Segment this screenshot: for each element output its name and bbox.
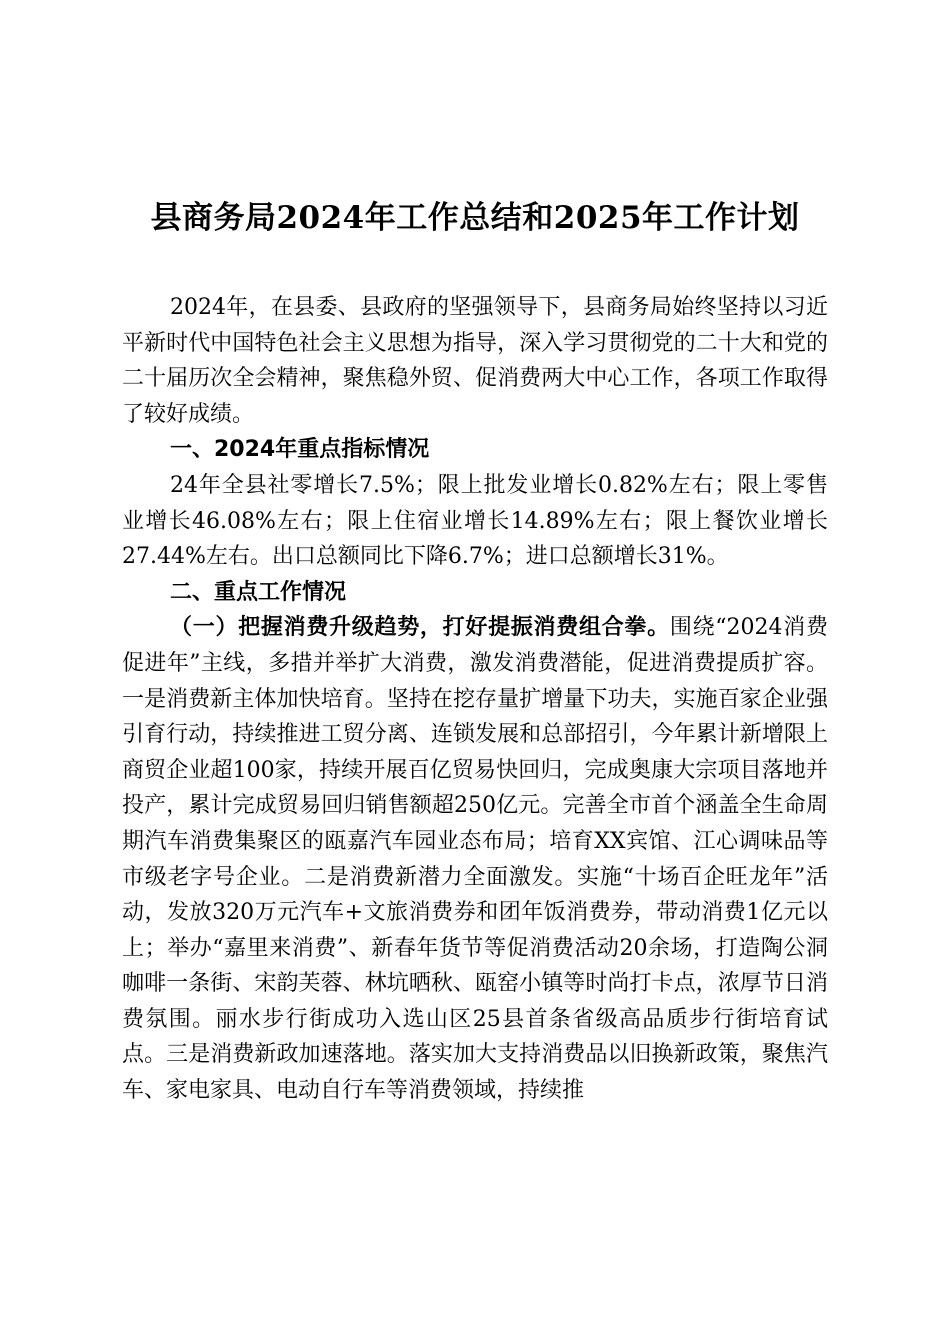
section2-heading: 二、重点工作情况 [170,579,347,605]
section2-sub1-text: 围绕“2024消费促进年”主线，多措并举扩大消费，激发消费潜能，促进消费提质扩容。一是消费新主体加快培育。坚持在挖存量扩增量下功夫，实施百家企业强引育行动，持续推进工贸分离、连锁发展和总部招引，今年累计新增限上商贸企业超100家，持续开展百亿贸易快回归，完成奥康大宗项目落地并投产，累计完成贸易回归销售额超250亿元。完善全市首个涵盖全生命周期汽车消费集聚区的瓯嘉汽车园业态布局；培育XX宾馆、江心调味品等市级老字号企业。二是消费新潜力全面激发。实施“十场百企旺龙年”活动，发放320万元汽车+文旅消费券和团年饭消费券，带动消费1亿元以上；举办“嘉里来消费”、新春年货节等促消费活动20余场，打造陶公洞咖啡一条街、宋韵芙蓉、林坑晒秋、瓯窑小镇等时尚打卡点，浓厚节日消费氛围。丽水步行街成功入选山区25县首条省级高品质步行街培育试点。三是消费新政加速落地。落实加大支持消费品以旧换新政策，聚焦汽车、家电家具、电动自行车等消费领域，持续推 [122,615,828,1104]
document-body [122,290,828,1109]
document-title: 县商务局2024年工作总结和2025年工作计划 [150,200,800,236]
section2-sub1-paragraph [122,610,828,1108]
section1-paragraph: 24年全县社零增长7.5%；限上批发业增长0.82%左右；限上零售业增长46.08%左右；限上住宿业增长14.89%左右；限上餐饮业增长27.44%左右。出口总额同比下降6.7%；进口总额增长31%。 [122,472,828,570]
section2-sub1-lead: （一）把握消费升级趋势，打好提振消费组合拳。 [170,614,670,641]
document-page [122,0,828,1344]
intro-paragraph: 2024年，在县委、县政府的坚强领导下，县商务局始终坚持以习近平新时代中国特色社会主义思想为指导，深入学习贯彻党的二十大和党的二十届历次全会精神，聚焦稳外贸、促消费两大中心工作，各项工作取得了较好成绩。 [122,295,828,427]
section1-heading: 一、2024年重点指标情况 [170,437,430,463]
